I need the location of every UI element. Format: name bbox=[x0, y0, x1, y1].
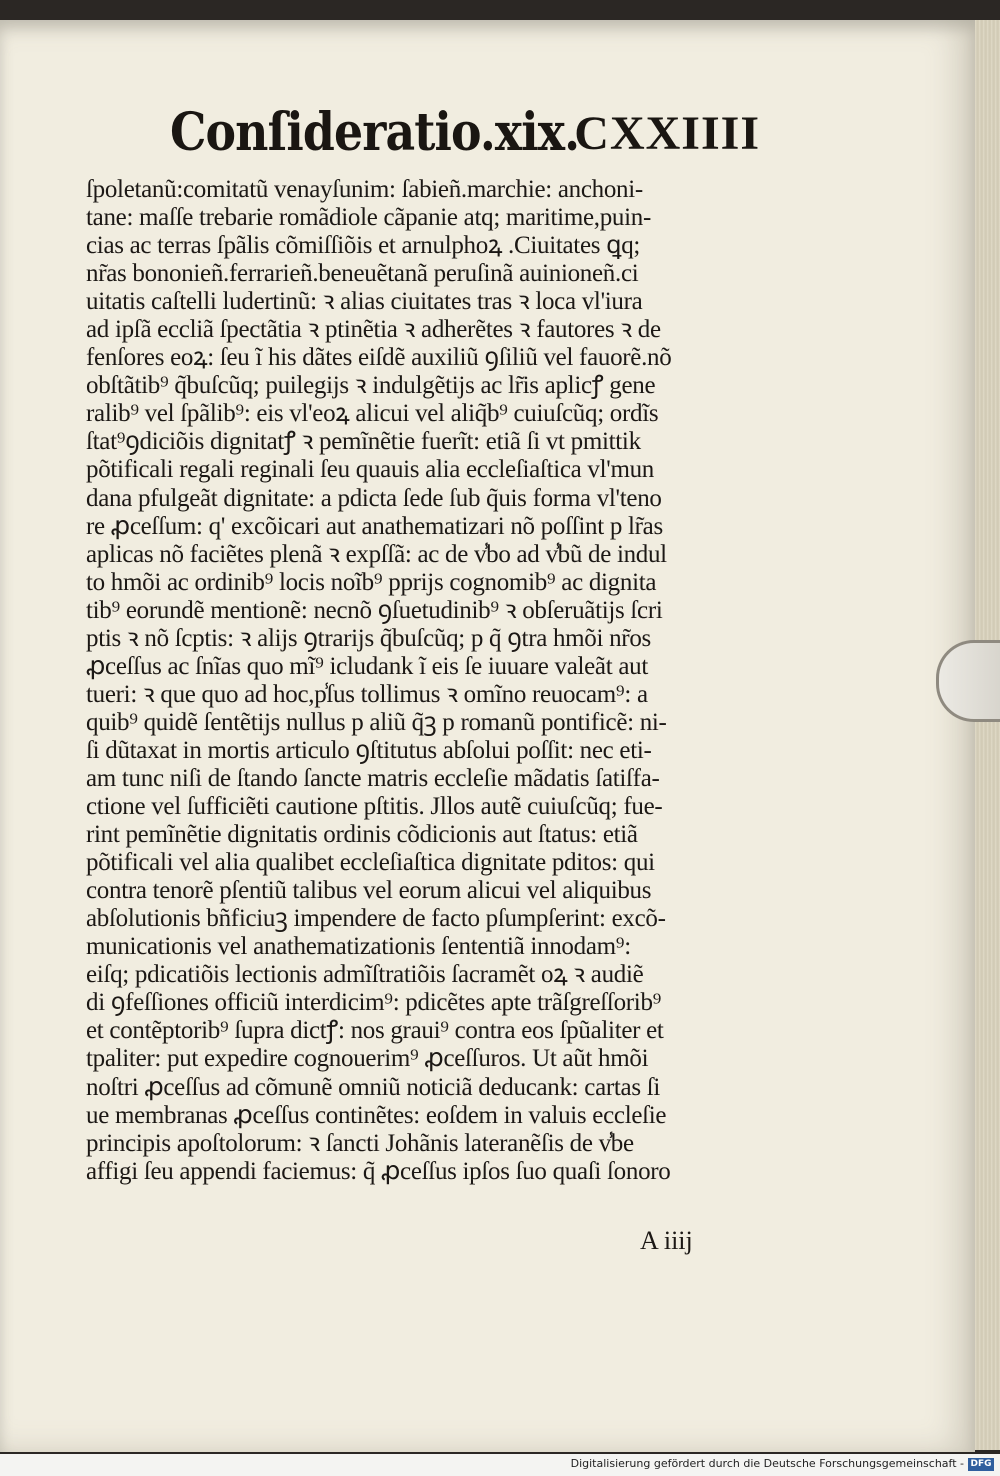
text-line: põtificali vel alia qualibet eccleſiaſtica dignitate pditos: qui bbox=[86, 849, 655, 877]
text-line: dana pfulgeãt dignitate: a pdicta ſede ſub q̃uis forma vl'teno bbox=[86, 484, 662, 512]
text-line: re ꝓceſſum: q' excõicari aut anathematizari nõ poſſint p lr̃as bbox=[86, 512, 663, 540]
text-line: cias ac terras ſpãlis cõmiſſiõis et arnulphoꝝ .Ciuitates ꝗq; bbox=[86, 232, 641, 260]
text-line: di ꝯfeſſiones officiũ interdicim⁹: pdicẽtes apte trãſgreſſorib⁹ bbox=[86, 989, 662, 1017]
text-line: ralib⁹ vel ſpãlib⁹: eis vl'eoꝝ alicui vel aliq̃b⁹ cuiuſcũq; ordĩs bbox=[86, 400, 659, 428]
text-line: et contẽptorib⁹ ſupra dictꝭ: nos graui⁹ contra eos ſpũaliter et bbox=[86, 1017, 664, 1045]
text-line: ptis ꝛ nõ ſcptis: ꝛ alijs ꝯtrarijs q̃buſcũq; p q̃ ꝯtra hmõi nr̃os bbox=[86, 624, 651, 652]
text-line: quib⁹ quidẽ ſentẽtijs nullus p aliũ q̃ꝫ p romanũ pontificẽ: ni- bbox=[86, 708, 667, 736]
text-line: ad ipſã eccliã ſpectãtia ꝛ ptinẽtia ꝛ adherẽtes ꝛ fautores ꝛ de bbox=[86, 316, 661, 344]
text-line: rint pemĩnẽtie dignitatis ordinis cõdicionis aut ſtatus: etiã bbox=[86, 821, 638, 849]
text-line: municationis vel anathematizationis ſententiã innodam⁹: bbox=[86, 933, 631, 961]
footer-credit: Digitalisierung gefördert durch die Deutsche Forschungsgemeinschaft - bbox=[570, 1457, 964, 1470]
signature-mark: A iiij bbox=[640, 1226, 693, 1255]
text-line: põtificali regali reginali ſeu quauis alia eccleſiaſtica vl'mun bbox=[86, 456, 655, 484]
text-line: tane: maſſe trebarie romãdiole cãpanie atq; maritime,puin- bbox=[86, 204, 651, 232]
text-line: aplicas nõ faciẽtes plenã ꝛ expſſã: ac de v̾bo ad v̾bũ de indul bbox=[86, 540, 667, 568]
text-line: fenſores eoꝝ: ſeu ĩ his dãtes eiſdẽ auxiliũ ꝯſiliũ vel fauorẽ.nõ bbox=[86, 344, 672, 372]
text-line: abſolutionis bñficiuꝫ impendere de facto pſumpſerint: excõ- bbox=[86, 905, 666, 933]
text-line: nr̃as bononieñ.ferrarieñ.beneuẽtanã peruſinã auinioneñ.ci bbox=[86, 260, 639, 288]
text-line: noſtri ꝓceſſus ad cõmunẽ omniũ noticiã deducank: cartas ſi bbox=[86, 1073, 661, 1101]
text-line: eiſq; pdicatiõis lectionis admĩſtratiõis ſacramẽt oꝝ ꝛ audiẽ bbox=[86, 961, 644, 989]
text-line: obſtãtib⁹ q̃buſcũq; puilegijs ꝛ indulgẽtijs ac lr̃is aplicꝭ gene bbox=[86, 372, 656, 400]
text-line: contra tenorẽ pſentiũ talibus vel eorum alicui vel aliquibus bbox=[86, 877, 652, 905]
text-line: ctione vel ſufficiẽti cautione pſtitis. Jllos autẽ cuiuſcũq; fue- bbox=[86, 793, 663, 821]
dfg-logo-icon: DFG bbox=[968, 1458, 994, 1471]
text-line: to hmõi ac ordinib⁹ locis noĩb⁹ pprijs cognomib⁹ ac dignita bbox=[86, 568, 657, 596]
text-line: ue membranas ꝓceſſus continẽtes: eoſdem in valuis eccleſie bbox=[86, 1101, 667, 1129]
text-line: ꝓceſſus ac ſnĩas quo mĩ⁹ icludank ĩ eis ſe iuuare valeãt aut bbox=[86, 652, 648, 680]
text-line: tpaliter: put expedire cognouerim⁹ ꝓceſſuros. Ut aũt hmõi bbox=[86, 1045, 649, 1073]
text-block bbox=[86, 176, 766, 1186]
text-line: ſpoletanũ:comitatũ venayſunim: ſabieñ.marchie: anchoni- bbox=[86, 176, 643, 203]
text-line: ſi dũtaxat in mortis articulo ꝯſtitutus abſolui poſſit: nec eti- bbox=[86, 736, 652, 764]
book-page bbox=[0, 20, 975, 1452]
text-line: am tunc niſi de ſtando ſancte matris eccleſie mãdatis ſatiſfa- bbox=[86, 764, 660, 792]
footer-bar bbox=[0, 1454, 1000, 1476]
text-line: affigi ſeu appendi faciemus: q̃ ꝓceſſus ipſos ſuo quaſi ſonoro bbox=[86, 1157, 671, 1185]
running-title: Conſideratio.xix. bbox=[170, 102, 580, 163]
text-line: tib⁹ eorundẽ mentionẽ: necnõ ꝯſuetudinib⁹ ꝛ obſeruãtijs ſcri bbox=[86, 596, 663, 624]
folio-number: CXXIIII bbox=[574, 107, 760, 160]
text-line: principis apoſtolorum: ꝛ ſancti Johãnis lateranẽſis de v̾be bbox=[86, 1129, 634, 1157]
page-header bbox=[170, 102, 770, 172]
page-tab-marker bbox=[936, 640, 1000, 722]
text-line: tueri: ꝛ que quo ad hoc,p̾ſus tollimus ꝛ omĩno reuocam⁹: a bbox=[86, 680, 648, 708]
text-line: uitatis caſtelli ludertinũ: ꝛ alias ciuitates tras ꝛ loca vl'iura bbox=[86, 288, 643, 316]
text-line: ſtat⁹ꝯdiciõis dignitatꝭ ꝛ pemĩnẽtie fuerĩt: etiã ſi vt pmittik bbox=[86, 428, 641, 456]
